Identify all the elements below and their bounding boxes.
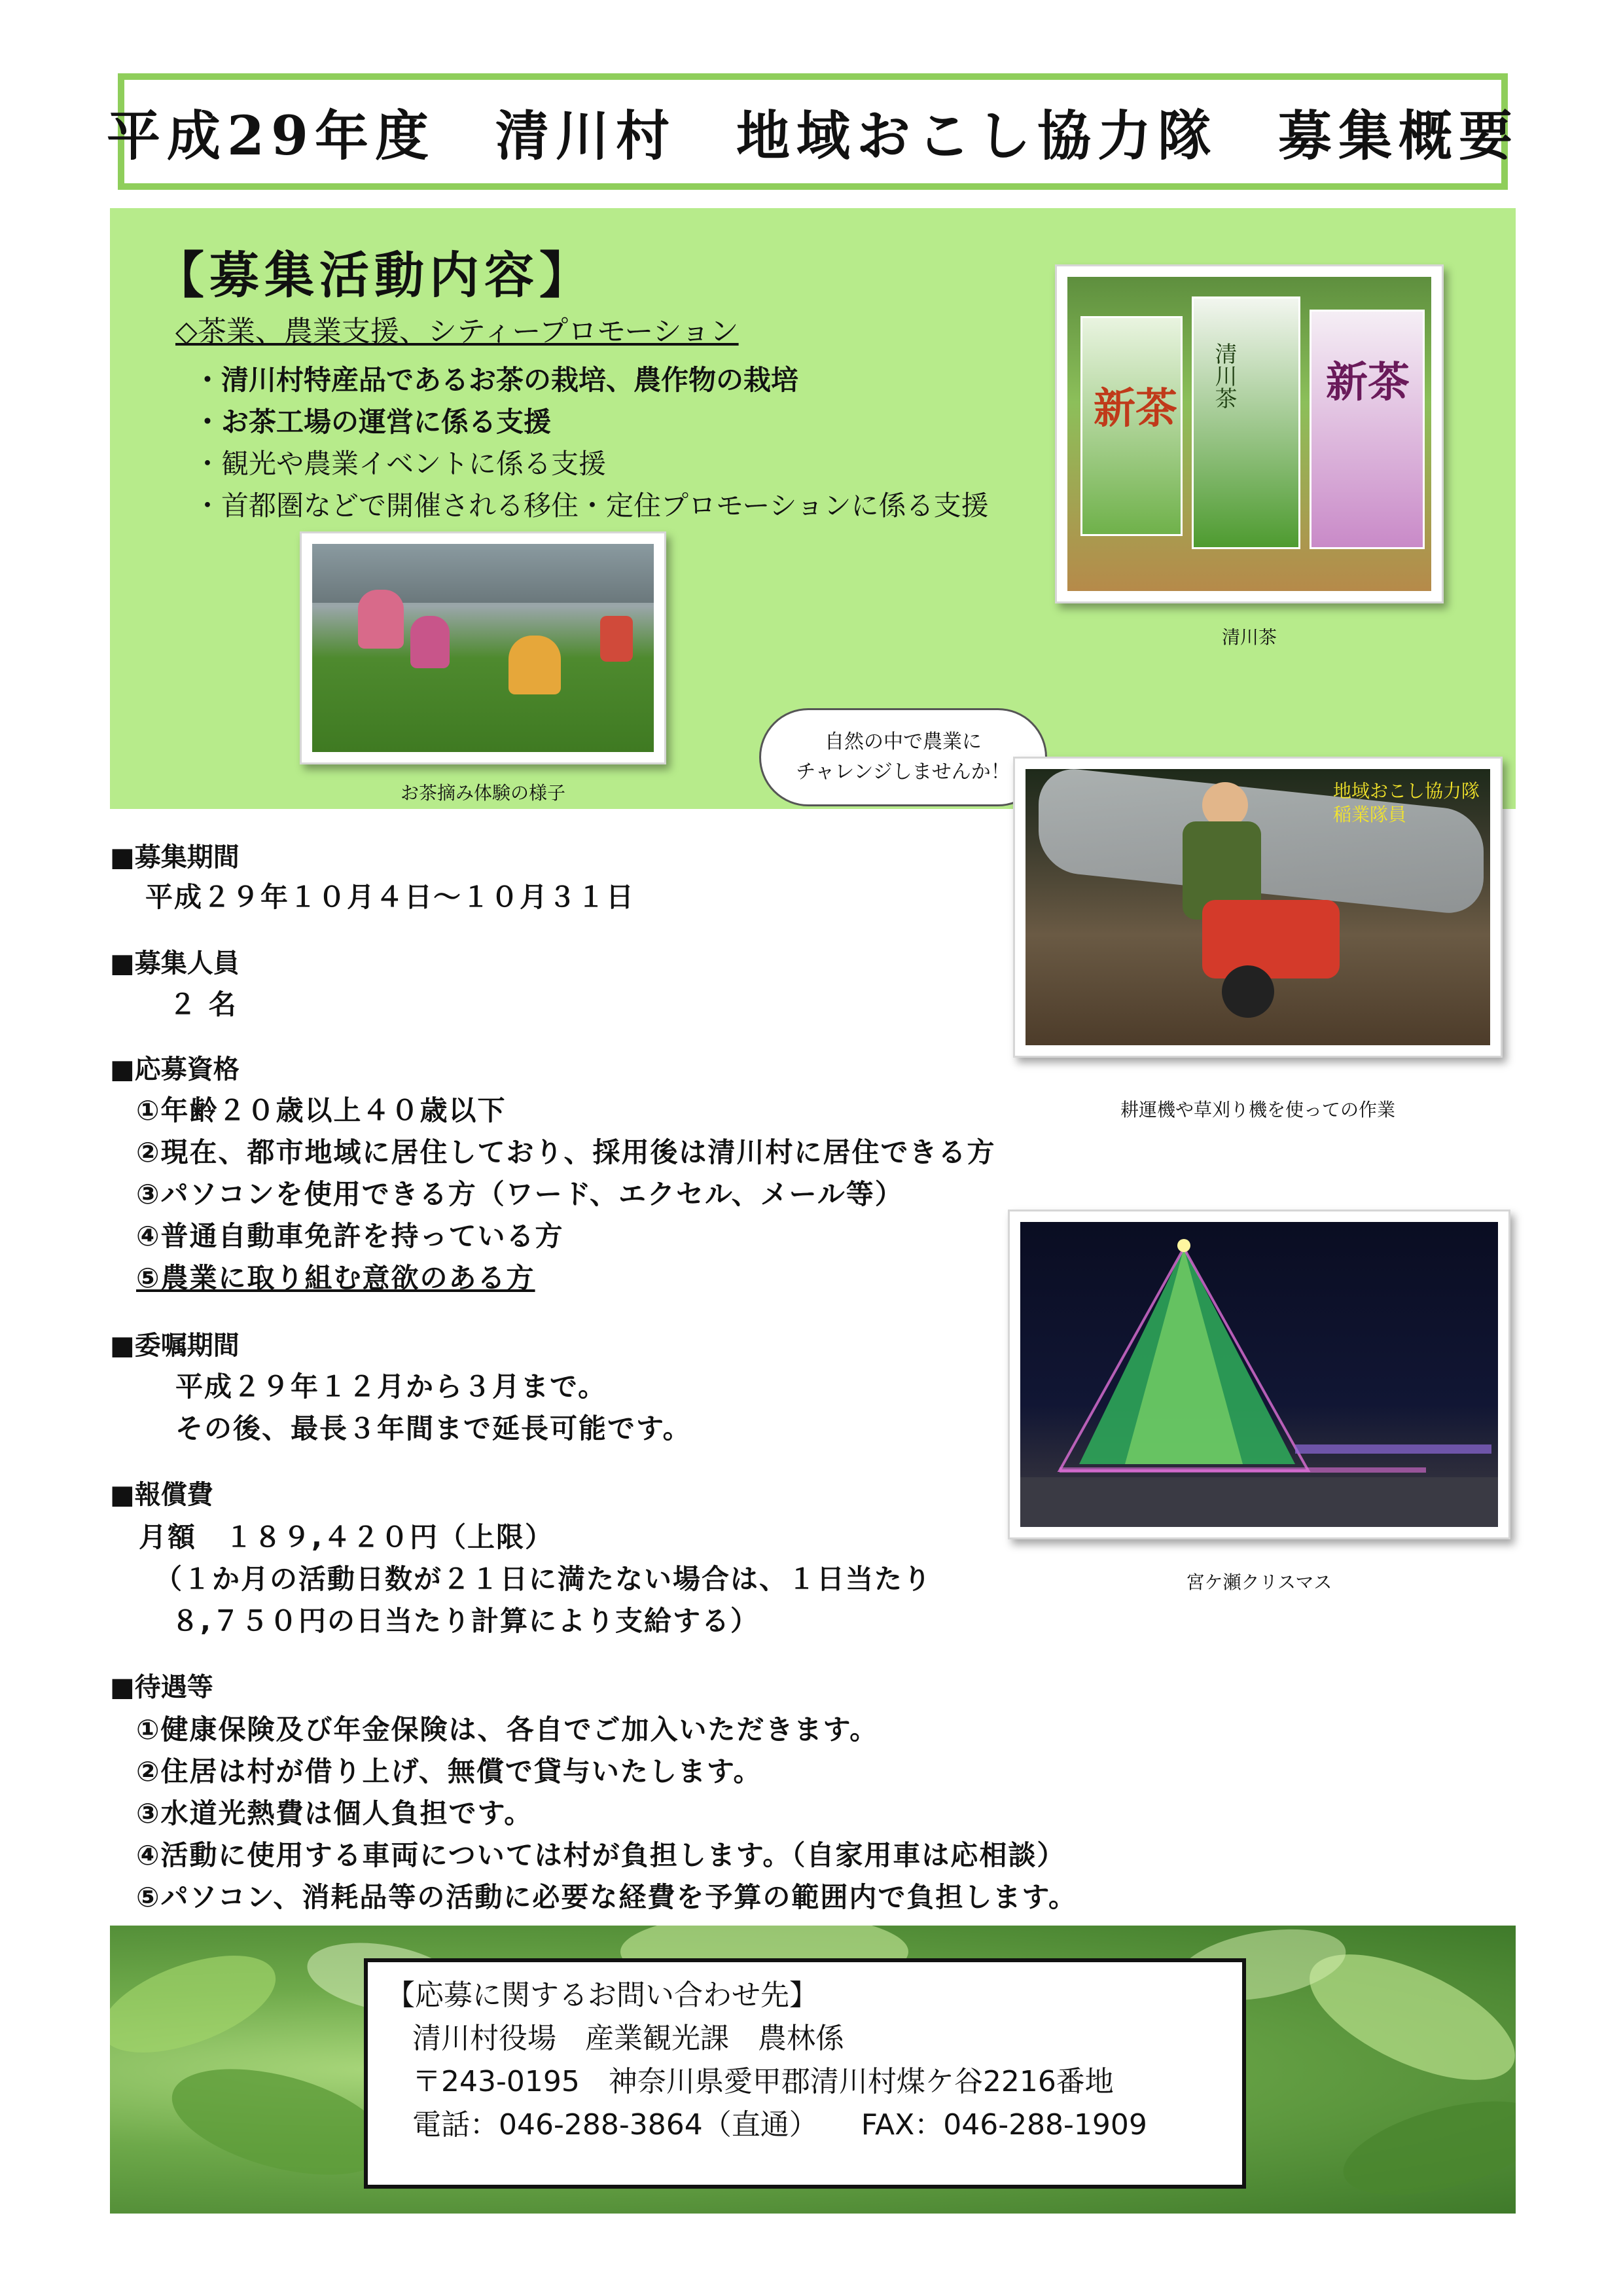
- speech-bubble: [759, 708, 1047, 806]
- package-label: 新茶: [1326, 358, 1410, 407]
- christmas-image: [1020, 1222, 1498, 1527]
- activity-subheading: ◇茶業、農業支援、シティープロモーション: [175, 315, 739, 348]
- qualification-item: ①年齢２０歳以上４０歳以下: [136, 1094, 507, 1126]
- benefits-heading: ■待遇等: [110, 1672, 213, 1702]
- pay-heading: ■報償費: [110, 1480, 213, 1510]
- title-box: [106, 73, 1520, 190]
- christmas-photo: [1008, 1210, 1510, 1539]
- activity-item: ・観光や農業イベントに係る支援: [194, 448, 607, 480]
- package-label: 新茶: [1094, 384, 1177, 433]
- tiller-image: [1026, 769, 1490, 1045]
- benefit-item: ②住居は村が借り上げ、無償で貸与いたします。: [136, 1755, 762, 1787]
- tiller-photo: [1013, 757, 1503, 1058]
- contact-heading: 【応募に関するお問い合わせ先】: [386, 1979, 818, 2012]
- tea-picking-image: [312, 544, 654, 752]
- page-title: 平成29年度 清川村 地域おこし協力隊 募集概要: [106, 104, 1520, 168]
- tea-caption: 清川茶: [1221, 626, 1277, 648]
- tiller-caption: 耕運機や草刈り機を使っての作業: [1120, 1099, 1395, 1121]
- term-line: 平成２９年１２月から３月まで。: [175, 1371, 607, 1403]
- christmas-tree-illustration: [1020, 1222, 1498, 1527]
- pay-line: ８,７５０円の日当たり計算により支給する）: [171, 1605, 759, 1637]
- period-heading: ■募集期間: [110, 842, 240, 872]
- qualification-heading: ■応募資格: [110, 1054, 240, 1085]
- benefit-item: ③水道光熱費は個人負担です。: [136, 1797, 533, 1829]
- qualification-item: ③パソコンを使用できる方（ワード、エクセル、メール等）: [136, 1178, 904, 1210]
- headcount-heading: ■募集人員: [110, 948, 240, 978]
- bubble-line: 自然の中で農業に: [825, 730, 982, 753]
- tea-package-image: [1067, 277, 1431, 591]
- tea-picking-caption: お茶摘み体験の様子: [400, 782, 565, 804]
- tea-picking-photo: [300, 531, 666, 764]
- qualification-item: ④普通自動車免許を持っている方: [136, 1220, 564, 1252]
- benefit-item: ①健康保険及び年金保険は、各自でご加入いただきます。: [136, 1713, 879, 1746]
- activity-item: ・お茶工場の運営に係る支援: [194, 406, 552, 438]
- package-label: 清川茶: [1211, 342, 1237, 409]
- contact-box: [364, 1958, 1246, 2189]
- tiller-overlay-text: 地域おこし協力隊 稲業隊員: [1333, 780, 1480, 825]
- contact-phone: 電話：046-288-3864（直通） FAX：046-288-1909: [412, 2108, 1147, 2142]
- bubble-line: チャレンジしませんか！: [796, 761, 1010, 783]
- benefit-item: ⑤パソコン、消耗品等の活動に必要な経費を予算の範囲内で負担します。: [136, 1881, 1078, 1913]
- qualification-item: ②現在、都市地域に居住しており、採用後は清川村に居住できる方: [136, 1136, 996, 1168]
- period-text: 平成２９年１０月４日～１０月３１日: [145, 881, 635, 913]
- contact-office: 清川村役場 産業観光課 農林係: [412, 2022, 844, 2055]
- term-heading: ■委嘱期間: [110, 1331, 240, 1361]
- activity-item: ・首都圏などで開催される移住・定住プロモーションに係る支援: [194, 490, 989, 522]
- tea-package-photo: [1055, 264, 1444, 603]
- benefit-item: ④活動に使用する車両については村が負担します。（自家用車は応相談）: [136, 1839, 1066, 1871]
- pay-line: （１か月の活動日数が２１日に満たない場合は、１日当たり: [154, 1563, 933, 1595]
- qualification-item: ⑤農業に取り組む意欲のある方: [136, 1262, 535, 1294]
- activity-heading: 【募集活動内容】: [154, 246, 594, 304]
- headcount-text: ２ 名: [169, 988, 238, 1020]
- pay-line: 月額 １８９,４２０円（上限）: [139, 1521, 554, 1553]
- activity-item: ・清川村特産品であるお茶の栽培、農作物の栽培: [194, 364, 799, 396]
- contact-address: 〒243-0195 神奈川県愛甲郡清川村煤ケ谷2216番地: [412, 2065, 1114, 2098]
- term-line: その後、最長３年間まで延長可能です。: [175, 1412, 692, 1444]
- christmas-caption: 宮ケ瀬クリスマス: [1186, 1571, 1332, 1593]
